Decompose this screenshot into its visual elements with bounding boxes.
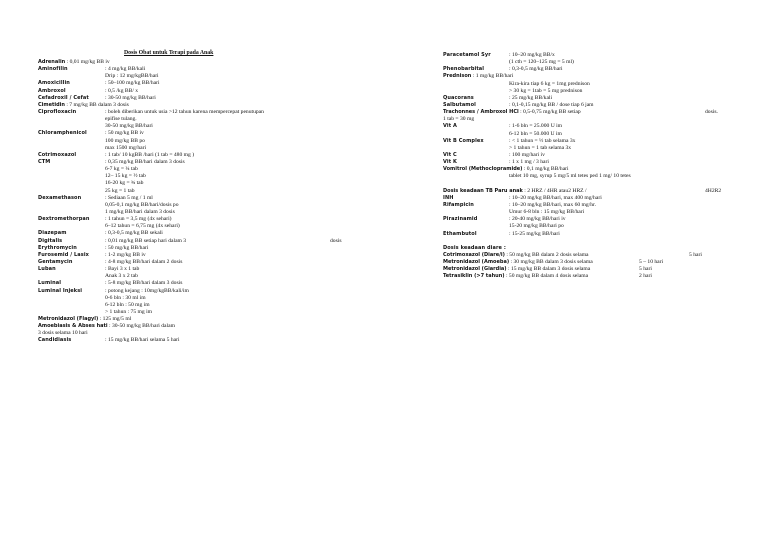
dosage-row	[443, 245, 743, 252]
dosage-value: : 0,1 mg/kg BB/hari	[522, 166, 569, 173]
drug-name: Digitalis	[38, 237, 63, 244]
dosage-value: : 2 HRZ / 4HR atau2 HRZ /	[522, 187, 587, 194]
dosage-row	[443, 216, 743, 223]
dosage-row	[38, 188, 368, 195]
dosage-row	[38, 230, 368, 237]
dosage-row	[38, 202, 368, 209]
dosage-value: : Sediaan 5 mg / 1 ml	[105, 194, 153, 201]
dosage-note: 1 tab = 30 mg	[443, 116, 475, 123]
dosage-row	[38, 330, 368, 337]
dosage-extra: 5 – 10 hari	[639, 259, 664, 266]
drug-name: Vit B Complex	[443, 137, 484, 144]
dosage-row	[38, 238, 368, 245]
dosage-value: 6-12 bln = 50.000 U im	[509, 130, 562, 137]
dosage-row	[443, 88, 743, 95]
dosage-value: Drip : 12 mg/kgBB/hari	[105, 73, 159, 80]
dosage-row	[38, 323, 368, 330]
document-title: Dosis Obat untuk Terapi pada Anak	[124, 50, 214, 56]
dosage-value: 6–12 tahun = 6,75 mg (4x sehari)	[105, 223, 180, 230]
dosage-row	[38, 266, 368, 273]
dosage-row	[38, 259, 368, 266]
dosage-row	[443, 223, 743, 230]
dosage-row	[443, 231, 743, 238]
dosage-value: Kira-kira tiap 6 kg = 1mg prednison	[509, 80, 590, 87]
drug-name: Metronidazol (Flagyl)	[38, 316, 99, 323]
dosage-row	[443, 273, 743, 280]
dosage-row	[38, 309, 368, 316]
dosage-extra: 5 hari	[689, 251, 702, 258]
dosage-row	[38, 109, 368, 116]
dosage-row	[443, 188, 743, 195]
dosage-value: 25 kg = 1 tab	[105, 187, 135, 194]
dosage-value: : 10–20 mg/kg BB/x	[509, 52, 555, 58]
dosage-value: : Bayi 3 x 1 tab	[105, 266, 140, 273]
dosage-value: : 15-25 mg/kg BB/hari	[509, 230, 560, 237]
dosage-row	[38, 280, 368, 287]
dosage-row	[443, 116, 743, 123]
drug-name: Amoxicillin	[38, 80, 70, 87]
dosage-row	[38, 273, 368, 280]
dosage-value: : potong kejang : 10mg/kgBB/kali/im	[105, 287, 189, 294]
dosage-value: : 0,3-0,5 mg/kg BB sekali	[105, 230, 163, 237]
dosage-value: : boleh diberikan untuk usia >12 tahun karena mempercepat penutupan	[105, 108, 264, 115]
drug-name: Luminal Injeksi	[38, 287, 83, 294]
dosage-extra: dosis	[330, 237, 342, 244]
dosage-value: 100 mg/kg BB po	[105, 137, 145, 144]
drug-name: Cimetidin	[38, 101, 65, 108]
dosage-value: : 1 tab/ 10 kgBB /hari (1 tab = 480 mg )	[105, 151, 195, 158]
dosage-value: Anak 3 x 2 tab	[105, 273, 138, 280]
right-column	[443, 52, 743, 281]
dosage-row	[38, 152, 368, 159]
left-column	[38, 59, 368, 345]
dosage-row	[38, 102, 368, 109]
dosage-value: 0-6 bln : 30 ml im	[105, 294, 146, 301]
dosage-row	[443, 266, 743, 273]
dosage-value: : 100 mg/hari iv	[509, 151, 545, 158]
dosage-value: : 20-40 mg/kg BB/hari iv	[509, 216, 566, 223]
dosage-value: : 10–20 mg/kg BB/hari, max 60 mg/hr.	[509, 201, 597, 208]
drug-name: Adrenalin	[38, 59, 66, 65]
dosage-value: : 30-50 mg/kg BB/hari dalam	[107, 323, 175, 330]
drug-name: Luminal	[38, 280, 62, 287]
dosage-value: 15-20 mg/kg BB/hari po	[509, 223, 564, 230]
dosage-extra: 4H2R2	[705, 187, 722, 194]
drug-name: Vit K	[443, 159, 458, 166]
drug-name: Vit A	[443, 123, 457, 130]
dosage-row	[443, 59, 743, 66]
drug-name: Dosis keadaan diare :	[443, 244, 506, 251]
dosage-row	[38, 302, 368, 309]
dosage-row	[443, 109, 743, 116]
dosage-value: Umur 6-8 bln : 15 mg/kg BB/hari	[509, 209, 585, 216]
drug-name: Aminofilin	[38, 66, 68, 73]
dosage-value: : 7 mg/kg BB dalam 3 dosis	[64, 101, 129, 108]
drug-name: Diazepam	[38, 230, 67, 237]
dosage-row	[38, 116, 368, 123]
drug-name: Dextromethorpan	[38, 216, 90, 223]
drug-name: Luban	[38, 266, 56, 273]
dosage-row	[443, 166, 743, 173]
dosage-value: : 50 mg/kg BB dalam 2 dosis selama	[504, 251, 589, 258]
dosage-value: 6-12 bln : 50 mg im	[105, 301, 150, 308]
dosage-row	[443, 102, 743, 109]
dosage-row	[443, 173, 743, 180]
dosage-value: : 0,5 /kg BB/ x	[105, 87, 139, 94]
drug-name: Vomitrol (Methoclopramide)	[443, 166, 523, 173]
drug-name: Dexamethason	[38, 194, 82, 201]
dosage-value: 12– 15 kg = ½ tab	[105, 173, 146, 180]
dosage-row	[38, 337, 368, 344]
dosage-extra: 2 hari	[639, 273, 652, 280]
dosage-value: 0,05-0,1 mg/kg BB/hari/dosis po	[105, 201, 179, 208]
dosage-value: : 50 mg/kg BB/hari	[105, 244, 149, 251]
drug-name: Ciprofloxacin	[38, 108, 77, 115]
drug-name: Rifampicin	[443, 201, 474, 208]
drug-name: Paracetamol Syr	[443, 52, 491, 58]
dosage-row	[443, 66, 743, 73]
dosage-row	[38, 80, 368, 87]
dosage-value: : 0,1-0,15 mg/kg BB / dose tiap 6 jam	[509, 101, 594, 108]
dosage-value: : 15 mg/kg BB dalam 3 dosis selama	[506, 266, 591, 273]
dosage-value: : 30-50 mg/kg BB/hari	[105, 94, 156, 101]
dosage-row	[38, 295, 368, 302]
dosage-value: tablet 10 mg, syrup 5 mg/5 ml tetes ped 1 mg/ 10 tetes	[509, 173, 631, 180]
dosage-row	[443, 159, 743, 166]
dosage-row	[443, 95, 743, 102]
dosage-value: : 0,01 mg/kg BB setiap hari dalam 3	[105, 237, 187, 244]
dosage-value: : 0,01 mg/kg BB iv	[65, 59, 110, 65]
drug-name: CTM	[38, 158, 51, 165]
dosage-row	[443, 181, 743, 188]
drug-name: Dosis keadaan TB Paru anak	[443, 187, 523, 194]
dosage-row	[38, 59, 368, 66]
dosage-row	[38, 130, 368, 137]
dosage-row	[38, 180, 368, 187]
drug-name: Pirazinamid	[443, 216, 478, 223]
dosage-row	[38, 95, 368, 102]
dosage-value: : 10–20 mg/kg BB/hari, max 400 mg/hari	[509, 194, 602, 201]
dosage-value: > 30 kg = 1tab = 5 mg prednison	[509, 87, 583, 94]
drug-name: Candidiasis	[38, 337, 72, 344]
dosage-row	[443, 209, 743, 216]
drug-name: Metronidazol (Giardia)	[443, 266, 507, 273]
dosage-row	[38, 223, 368, 230]
dosage-note: 3 dosis selama 10 hari	[38, 330, 88, 337]
dosage-row	[38, 166, 368, 173]
dosage-value: : 5-8 mg/kg BB/hari dalam 3 dosis	[105, 280, 183, 287]
dosage-value: : 4 mg/kg BB/kali	[105, 66, 146, 73]
dosage-value: (1 cth = 120–125 mg = 5 ml)	[509, 59, 574, 66]
dosage-extra: 5 hari	[639, 266, 652, 273]
drug-name: Vit C	[443, 151, 457, 158]
dosage-value: > 1 tahun = 1 tab selama 3x	[509, 144, 572, 151]
dosage-value: : 0,5-0,75 mg/kg BB setiap	[518, 109, 581, 116]
dosage-row	[443, 52, 743, 59]
dosage-row	[443, 123, 743, 130]
drug-name: Ambroxol	[38, 87, 66, 94]
dosage-value: max 1500 mg/hari	[105, 144, 147, 151]
dosage-row	[38, 159, 368, 166]
dosage-row	[443, 252, 743, 259]
dosage-value: : 1 tahun = 3,5 mg (4x sehari)	[105, 216, 172, 223]
dosage-value: : 0,3-0,5 mg/kg BB/hari	[509, 66, 563, 73]
dosage-row	[38, 73, 368, 80]
dosage-row	[38, 145, 368, 152]
dosage-value: : 30 mg/kg BB dalam 3 dosis selama	[509, 259, 593, 266]
dosage-row	[38, 138, 368, 145]
dosage-row	[38, 209, 368, 216]
dosage-value: 30-50 mg/kg BB/hari	[105, 123, 153, 130]
dosage-value: : 4-8 mg/kg BB/hari dalam 2 dosis	[105, 258, 183, 265]
dosage-row	[443, 202, 743, 209]
drug-name: Prednison	[443, 73, 472, 80]
dosage-value: : 50 mg/kg BB iv	[105, 130, 144, 137]
drug-name: Cotrimoxazol (Diare/i)	[443, 251, 505, 258]
dosage-value: 1 mg/kg BB/hari dalam 3 dosis	[105, 208, 175, 215]
dosage-extra: dosis.	[705, 109, 718, 116]
drug-name: Salbutamol	[443, 101, 476, 108]
drug-name: Erythromycin	[38, 244, 77, 251]
dosage-row	[38, 66, 368, 73]
dosage-row	[443, 131, 743, 138]
dosage-value: : 1-6 bln = 25.000 U im	[509, 123, 563, 130]
dosage-value: 16-20 kg = ¾ tab	[105, 180, 144, 187]
dosage-row	[443, 81, 743, 88]
drug-name: Amoebiasis & Abses hati	[38, 323, 108, 330]
dosage-row	[38, 173, 368, 180]
dosage-value: epifise tulang.	[105, 116, 137, 123]
dosage-row	[443, 145, 743, 152]
dosage-row	[38, 245, 368, 252]
dosage-row	[38, 252, 368, 259]
dosage-row	[443, 152, 743, 159]
dosage-value: : 1 mg/kg BB/hari	[471, 73, 514, 80]
drug-name: INH	[443, 194, 454, 201]
dosage-row	[38, 88, 368, 95]
drug-name: Tetrasiklin (>7 tahun)	[443, 273, 505, 280]
drug-name: Furosemid / Lasix	[38, 251, 89, 258]
dosage-value: : 1-2 mg/kg BB iv	[105, 251, 146, 258]
dosage-value: : 1 x 1 mg / 3 hari	[509, 159, 549, 166]
dosage-value: : 50 mg/kg BB dalam 4 dosis selama	[504, 273, 589, 280]
dosage-value: > 1 tahun : 75 mg im	[105, 308, 152, 315]
drug-name: Ethambutol	[443, 230, 477, 237]
drug-name: Chloramphenicol	[38, 130, 87, 137]
dosage-value: : 25 mg/kg BB/kali	[509, 94, 553, 101]
drug-name: Cefadroxil / Cefat	[38, 94, 89, 101]
dosage-value: : 125 mg/5 ml	[98, 316, 132, 323]
dosage-row	[38, 195, 368, 202]
drug-name: Gentamycin	[38, 258, 73, 265]
dosage-row	[38, 123, 368, 130]
dosage-row	[443, 259, 743, 266]
dosage-row	[443, 195, 743, 202]
dosage-row	[38, 288, 368, 295]
dosage-row	[443, 73, 743, 80]
dosage-row	[38, 216, 368, 223]
dosage-row	[443, 238, 743, 245]
drug-name: Phenobarbital	[443, 66, 485, 73]
dosage-value: 6-7 kg = ¼ tab	[105, 166, 138, 173]
drug-name: Metronidazol (Amoeba)	[443, 259, 510, 266]
drug-name: Cotrimoxazol	[38, 151, 77, 158]
dosage-value: : 15 mg/kg BB/hari selama 5 hari	[105, 337, 180, 344]
drug-name: Trachonnes / Ambroxol HCl	[443, 109, 519, 116]
dosage-value: : < 1 tahun = ½ tab selama 3x	[509, 137, 576, 144]
dosage-row	[38, 316, 368, 323]
dosage-value: : 50–100 mg/kg BB/hari	[105, 80, 160, 87]
dosage-row	[443, 138, 743, 145]
drug-name: Quacorans	[443, 94, 474, 101]
dosage-value: : 0,35 mg/kg BB/hari dalam 3 dosis	[105, 158, 185, 165]
